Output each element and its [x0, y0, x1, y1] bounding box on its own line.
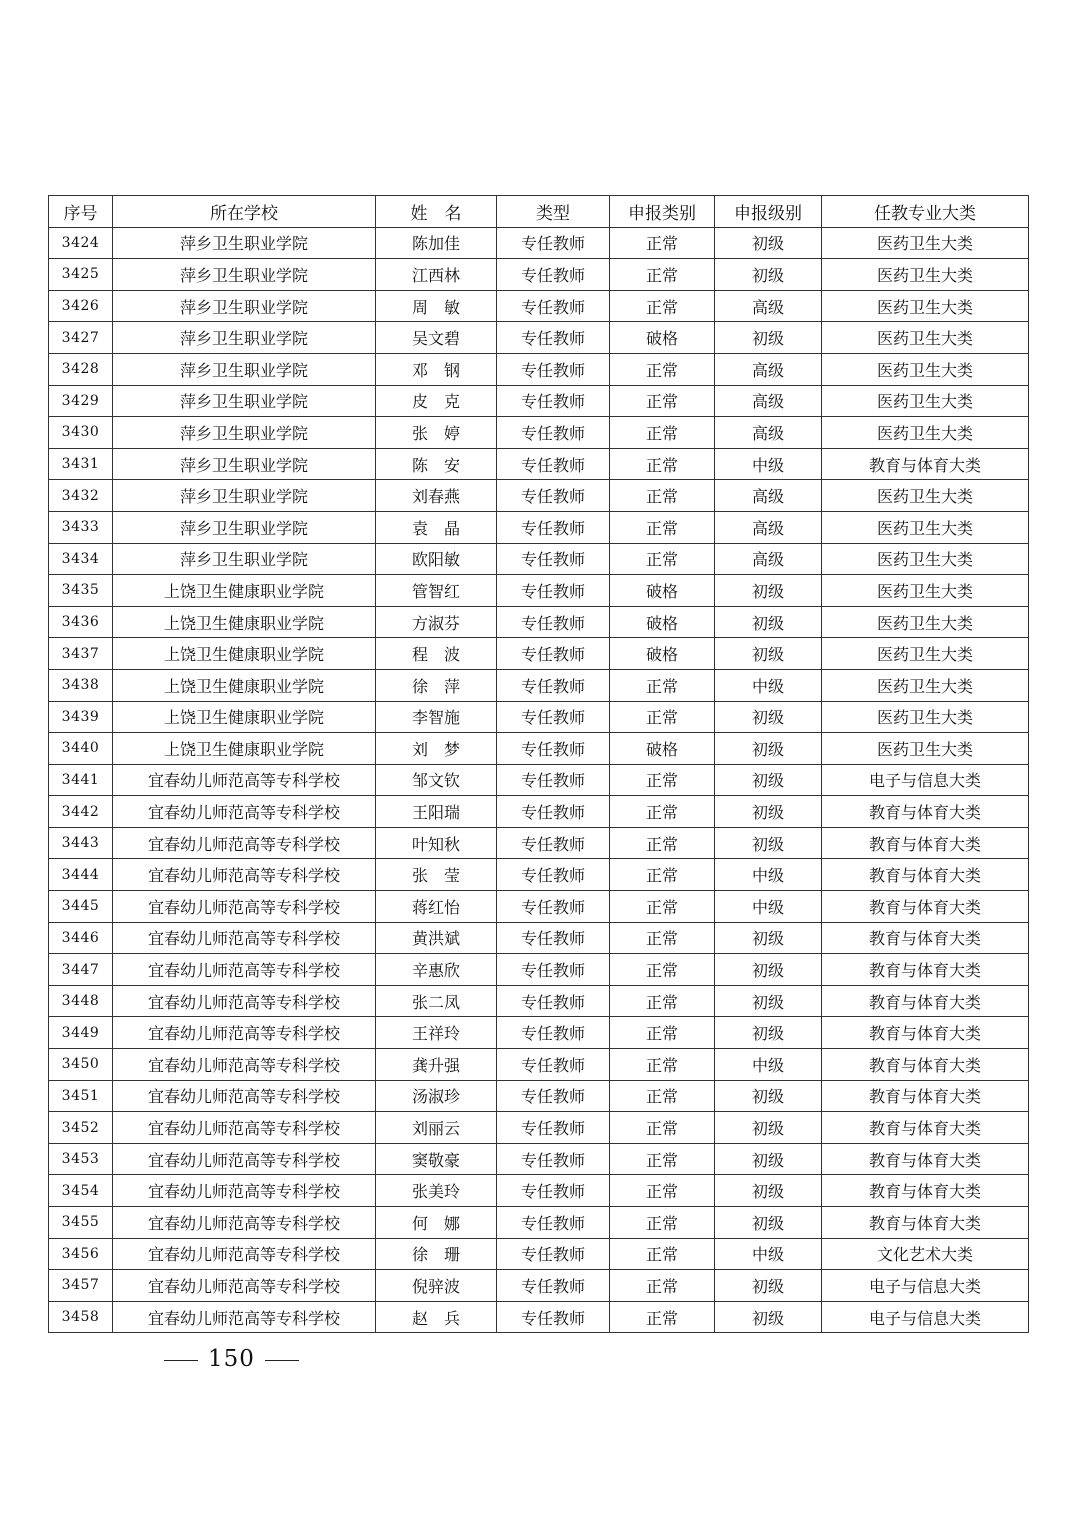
cell-level: 高级 — [715, 290, 822, 322]
cell-seq: 3441 — [49, 764, 113, 796]
table-row — [49, 733, 1029, 765]
table-row — [49, 985, 1029, 1017]
cell-school: 宜春幼儿师范高等专科学校 — [113, 1270, 376, 1302]
cell-seq: 3455 — [49, 1207, 113, 1239]
cell-level: 中级 — [715, 1238, 822, 1270]
cell-school: 萍乡卫生职业学院 — [113, 480, 376, 512]
header-type: 类型 — [497, 196, 610, 228]
cell-name: 吴文碧 — [376, 322, 497, 354]
table-row — [49, 1238, 1029, 1270]
table-row — [49, 480, 1029, 512]
cell-category: 正常 — [610, 796, 715, 828]
cell-category: 正常 — [610, 385, 715, 417]
cell-name: 汤淑珍 — [376, 1080, 497, 1112]
table-row — [49, 859, 1029, 891]
cell-seq: 3454 — [49, 1175, 113, 1207]
cell-name: 陈 安 — [376, 448, 497, 480]
cell-school: 萍乡卫生职业学院 — [113, 543, 376, 575]
cell-level: 初级 — [715, 1301, 822, 1333]
cell-major: 医药卫生大类 — [822, 353, 1029, 385]
cell-level: 中级 — [715, 669, 822, 701]
cell-major: 教育与体育大类 — [822, 922, 1029, 954]
cell-seq: 3438 — [49, 669, 113, 701]
cell-major: 教育与体育大类 — [822, 1080, 1029, 1112]
cell-level: 初级 — [715, 575, 822, 607]
cell-seq: 3433 — [49, 511, 113, 543]
cell-major: 医药卫生大类 — [822, 480, 1029, 512]
cell-major: 医药卫生大类 — [822, 259, 1029, 291]
cell-major: 电子与信息大类 — [822, 1270, 1029, 1302]
cell-school: 宜春幼儿师范高等专科学校 — [113, 954, 376, 986]
cell-type: 专任教师 — [497, 480, 610, 512]
cell-name: 徐 珊 — [376, 1238, 497, 1270]
table-row — [49, 290, 1029, 322]
cell-seq: 3439 — [49, 701, 113, 733]
cell-seq: 3427 — [49, 322, 113, 354]
cell-name: 陈加佳 — [376, 227, 497, 259]
cell-school: 萍乡卫生职业学院 — [113, 417, 376, 449]
cell-category: 正常 — [610, 1017, 715, 1049]
cell-type: 专任教师 — [497, 638, 610, 670]
cell-seq: 3436 — [49, 606, 113, 638]
cell-name: 袁 晶 — [376, 511, 497, 543]
cell-school: 宜春幼儿师范高等专科学校 — [113, 985, 376, 1017]
cell-type: 专任教师 — [497, 1301, 610, 1333]
page-number: 150 — [208, 1346, 255, 1372]
table-body — [49, 227, 1029, 1333]
cell-school: 宜春幼儿师范高等专科学校 — [113, 1238, 376, 1270]
cell-type: 专任教师 — [497, 417, 610, 449]
cell-level: 中级 — [715, 891, 822, 923]
cell-level: 高级 — [715, 417, 822, 449]
table-row — [49, 606, 1029, 638]
cell-seq: 3443 — [49, 827, 113, 859]
cell-level: 高级 — [715, 511, 822, 543]
cell-major: 医药卫生大类 — [822, 669, 1029, 701]
cell-seq: 3451 — [49, 1080, 113, 1112]
cell-type: 专任教师 — [497, 1238, 610, 1270]
cell-category: 正常 — [610, 1143, 715, 1175]
cell-major: 电子与信息大类 — [822, 764, 1029, 796]
cell-school: 萍乡卫生职业学院 — [113, 259, 376, 291]
cell-category: 正常 — [610, 827, 715, 859]
cell-level: 中级 — [715, 448, 822, 480]
cell-school: 上饶卫生健康职业学院 — [113, 733, 376, 765]
cell-category: 正常 — [610, 1207, 715, 1239]
cell-type: 专任教师 — [497, 701, 610, 733]
cell-major: 教育与体育大类 — [822, 891, 1029, 923]
cell-school: 上饶卫生健康职业学院 — [113, 701, 376, 733]
table-row — [49, 543, 1029, 575]
cell-type: 专任教师 — [497, 891, 610, 923]
table-row — [49, 1143, 1029, 1175]
cell-category: 正常 — [610, 701, 715, 733]
cell-name: 刘 梦 — [376, 733, 497, 765]
cell-category: 正常 — [610, 1270, 715, 1302]
table-row — [49, 448, 1029, 480]
cell-name: 何 娜 — [376, 1207, 497, 1239]
cell-major: 教育与体育大类 — [822, 954, 1029, 986]
cell-school: 宜春幼儿师范高等专科学校 — [113, 827, 376, 859]
cell-name: 方淑芬 — [376, 606, 497, 638]
cell-seq: 3453 — [49, 1143, 113, 1175]
cell-name: 徐 萍 — [376, 669, 497, 701]
table-row — [49, 1301, 1029, 1333]
cell-school: 上饶卫生健康职业学院 — [113, 669, 376, 701]
cell-seq: 3450 — [49, 1049, 113, 1081]
table-row — [49, 1049, 1029, 1081]
cell-category: 破格 — [610, 606, 715, 638]
cell-major: 教育与体育大类 — [822, 827, 1029, 859]
cell-name: 叶知秋 — [376, 827, 497, 859]
cell-category: 正常 — [610, 227, 715, 259]
cell-level: 初级 — [715, 1080, 822, 1112]
cell-category: 正常 — [610, 259, 715, 291]
cell-type: 专任教师 — [497, 669, 610, 701]
table-row — [49, 701, 1029, 733]
cell-level: 初级 — [715, 701, 822, 733]
cell-seq: 3452 — [49, 1112, 113, 1144]
cell-school: 宜春幼儿师范高等专科学校 — [113, 796, 376, 828]
cell-level: 初级 — [715, 764, 822, 796]
cell-type: 专任教师 — [497, 1207, 610, 1239]
cell-seq: 3426 — [49, 290, 113, 322]
cell-category: 正常 — [610, 1175, 715, 1207]
cell-level: 中级 — [715, 1049, 822, 1081]
cell-type: 专任教师 — [497, 259, 610, 291]
cell-major: 教育与体育大类 — [822, 1207, 1029, 1239]
cell-name: 刘春燕 — [376, 480, 497, 512]
cell-seq: 3430 — [49, 417, 113, 449]
cell-category: 正常 — [610, 353, 715, 385]
cell-name: 皮 克 — [376, 385, 497, 417]
cell-category: 正常 — [610, 290, 715, 322]
table-row — [49, 322, 1029, 354]
cell-level: 初级 — [715, 985, 822, 1017]
cell-seq: 3432 — [49, 480, 113, 512]
cell-name: 黄洪斌 — [376, 922, 497, 954]
cell-category: 破格 — [610, 638, 715, 670]
cell-name: 王阳瑞 — [376, 796, 497, 828]
cell-major: 教育与体育大类 — [822, 859, 1029, 891]
cell-category: 正常 — [610, 543, 715, 575]
cell-category: 正常 — [610, 1301, 715, 1333]
cell-school: 宜春幼儿师范高等专科学校 — [113, 859, 376, 891]
cell-type: 专任教师 — [497, 796, 610, 828]
cell-major: 教育与体育大类 — [822, 1112, 1029, 1144]
cell-major: 文化艺术大类 — [822, 1238, 1029, 1270]
cell-type: 专任教师 — [497, 985, 610, 1017]
cell-level: 初级 — [715, 827, 822, 859]
cell-major: 医药卫生大类 — [822, 575, 1029, 607]
cell-type: 专任教师 — [497, 827, 610, 859]
page-number-footer — [154, 1346, 309, 1372]
cell-school: 萍乡卫生职业学院 — [113, 511, 376, 543]
cell-school: 萍乡卫生职业学院 — [113, 290, 376, 322]
cell-level: 初级 — [715, 1207, 822, 1239]
cell-level: 初级 — [715, 1270, 822, 1302]
cell-name: 倪骍波 — [376, 1270, 497, 1302]
cell-level: 初级 — [715, 227, 822, 259]
cell-category: 正常 — [610, 1080, 715, 1112]
cell-major: 教育与体育大类 — [822, 1017, 1029, 1049]
cell-category: 正常 — [610, 480, 715, 512]
cell-level: 初级 — [715, 1143, 822, 1175]
table-row — [49, 353, 1029, 385]
cell-major: 医药卫生大类 — [822, 417, 1029, 449]
cell-type: 专任教师 — [497, 954, 610, 986]
cell-major: 教育与体育大类 — [822, 1175, 1029, 1207]
cell-school: 上饶卫生健康职业学院 — [113, 638, 376, 670]
cell-level: 初级 — [715, 922, 822, 954]
cell-category: 破格 — [610, 575, 715, 607]
cell-seq: 3448 — [49, 985, 113, 1017]
table-row — [49, 764, 1029, 796]
cell-major: 医药卫生大类 — [822, 701, 1029, 733]
table-row — [49, 1080, 1029, 1112]
cell-category: 破格 — [610, 733, 715, 765]
cell-level: 高级 — [715, 480, 822, 512]
cell-type: 专任教师 — [497, 1175, 610, 1207]
cell-type: 专任教师 — [497, 575, 610, 607]
cell-seq: 3425 — [49, 259, 113, 291]
cell-major: 教育与体育大类 — [822, 1049, 1029, 1081]
cell-type: 专任教师 — [497, 922, 610, 954]
cell-major: 医药卫生大类 — [822, 385, 1029, 417]
cell-school: 宜春幼儿师范高等专科学校 — [113, 922, 376, 954]
cell-major: 医药卫生大类 — [822, 511, 1029, 543]
cell-level: 中级 — [715, 859, 822, 891]
cell-name: 管智红 — [376, 575, 497, 607]
header-category: 申报类别 — [610, 196, 715, 228]
cell-category: 正常 — [610, 448, 715, 480]
cell-type: 专任教师 — [497, 1017, 610, 1049]
table-row — [49, 417, 1029, 449]
cell-seq: 3458 — [49, 1301, 113, 1333]
cell-type: 专任教师 — [497, 543, 610, 575]
cell-major: 教育与体育大类 — [822, 985, 1029, 1017]
cell-major: 医药卫生大类 — [822, 543, 1029, 575]
cell-school: 萍乡卫生职业学院 — [113, 385, 376, 417]
cell-seq: 3434 — [49, 543, 113, 575]
table-row — [49, 796, 1029, 828]
teacher-list-table — [48, 195, 1029, 1333]
cell-major: 教育与体育大类 — [822, 1143, 1029, 1175]
cell-major: 医药卫生大类 — [822, 733, 1029, 765]
table-row — [49, 669, 1029, 701]
header-major: 任教专业大类 — [822, 196, 1029, 228]
cell-level: 初级 — [715, 606, 822, 638]
cell-seq: 3446 — [49, 922, 113, 954]
cell-type: 专任教师 — [497, 385, 610, 417]
table-row — [49, 954, 1029, 986]
cell-name: 周 敏 — [376, 290, 497, 322]
table-row — [49, 1112, 1029, 1144]
cell-category: 正常 — [610, 1049, 715, 1081]
cell-type: 专任教师 — [497, 1080, 610, 1112]
cell-type: 专任教师 — [497, 733, 610, 765]
header-level: 申报级别 — [715, 196, 822, 228]
header-row — [49, 196, 1029, 228]
cell-school: 萍乡卫生职业学院 — [113, 353, 376, 385]
cell-level: 初级 — [715, 954, 822, 986]
cell-name: 李智施 — [376, 701, 497, 733]
cell-level: 初级 — [715, 733, 822, 765]
table-row — [49, 891, 1029, 923]
cell-name: 王祥玲 — [376, 1017, 497, 1049]
cell-type: 专任教师 — [497, 353, 610, 385]
cell-category: 正常 — [610, 764, 715, 796]
table-row — [49, 259, 1029, 291]
cell-level: 初级 — [715, 1175, 822, 1207]
cell-school: 上饶卫生健康职业学院 — [113, 575, 376, 607]
cell-seq: 3445 — [49, 891, 113, 923]
cell-school: 宜春幼儿师范高等专科学校 — [113, 1017, 376, 1049]
cell-name: 赵 兵 — [376, 1301, 497, 1333]
table-row — [49, 1017, 1029, 1049]
cell-seq: 3444 — [49, 859, 113, 891]
cell-seq: 3440 — [49, 733, 113, 765]
cell-school: 宜春幼儿师范高等专科学校 — [113, 891, 376, 923]
cell-type: 专任教师 — [497, 322, 610, 354]
cell-seq: 3429 — [49, 385, 113, 417]
cell-seq: 3431 — [49, 448, 113, 480]
cell-level: 高级 — [715, 353, 822, 385]
header-school: 所在学校 — [113, 196, 376, 228]
cell-type: 专任教师 — [497, 859, 610, 891]
cell-seq: 3442 — [49, 796, 113, 828]
cell-category: 正常 — [610, 417, 715, 449]
cell-type: 专任教师 — [497, 227, 610, 259]
cell-major: 教育与体育大类 — [822, 796, 1029, 828]
dash-left — [164, 1360, 198, 1361]
cell-type: 专任教师 — [497, 290, 610, 322]
cell-level: 初级 — [715, 322, 822, 354]
dash-right — [265, 1360, 299, 1361]
header-name: 姓 名 — [376, 196, 497, 228]
cell-school: 宜春幼儿师范高等专科学校 — [113, 1175, 376, 1207]
table-row — [49, 922, 1029, 954]
cell-seq: 3457 — [49, 1270, 113, 1302]
cell-type: 专任教师 — [497, 511, 610, 543]
cell-seq: 3447 — [49, 954, 113, 986]
cell-major: 医药卫生大类 — [822, 290, 1029, 322]
cell-category: 正常 — [610, 922, 715, 954]
table-row — [49, 1207, 1029, 1239]
cell-school: 宜春幼儿师范高等专科学校 — [113, 1207, 376, 1239]
cell-school: 宜春幼儿师范高等专科学校 — [113, 1301, 376, 1333]
cell-major: 医药卫生大类 — [822, 322, 1029, 354]
cell-school: 萍乡卫生职业学院 — [113, 448, 376, 480]
cell-name: 程 波 — [376, 638, 497, 670]
table-row — [49, 575, 1029, 607]
cell-major: 医药卫生大类 — [822, 606, 1029, 638]
cell-name: 张美玲 — [376, 1175, 497, 1207]
table-row — [49, 638, 1029, 670]
cell-type: 专任教师 — [497, 1270, 610, 1302]
cell-type: 专任教师 — [497, 606, 610, 638]
cell-name: 窦敬豪 — [376, 1143, 497, 1175]
cell-name: 欧阳敏 — [376, 543, 497, 575]
cell-name: 张二凤 — [376, 985, 497, 1017]
cell-seq: 3424 — [49, 227, 113, 259]
cell-level: 初级 — [715, 259, 822, 291]
cell-name: 刘丽云 — [376, 1112, 497, 1144]
cell-major: 医药卫生大类 — [822, 638, 1029, 670]
cell-seq: 3449 — [49, 1017, 113, 1049]
cell-level: 高级 — [715, 385, 822, 417]
cell-school: 宜春幼儿师范高等专科学校 — [113, 1112, 376, 1144]
cell-seq: 3428 — [49, 353, 113, 385]
cell-school: 宜春幼儿师范高等专科学校 — [113, 764, 376, 796]
cell-school: 宜春幼儿师范高等专科学校 — [113, 1143, 376, 1175]
cell-type: 专任教师 — [497, 1143, 610, 1175]
table-row — [49, 227, 1029, 259]
table-row — [49, 827, 1029, 859]
table-row — [49, 1175, 1029, 1207]
cell-name: 张 莹 — [376, 859, 497, 891]
cell-level: 高级 — [715, 543, 822, 575]
cell-category: 正常 — [610, 891, 715, 923]
cell-category: 正常 — [610, 859, 715, 891]
cell-type: 专任教师 — [497, 448, 610, 480]
cell-major: 医药卫生大类 — [822, 227, 1029, 259]
cell-category: 正常 — [610, 1238, 715, 1270]
cell-type: 专任教师 — [497, 1049, 610, 1081]
table-row — [49, 511, 1029, 543]
cell-category: 正常 — [610, 511, 715, 543]
cell-level: 初级 — [715, 1017, 822, 1049]
cell-name: 邹文钦 — [376, 764, 497, 796]
cell-major: 教育与体育大类 — [822, 448, 1029, 480]
cell-level: 初级 — [715, 1112, 822, 1144]
cell-school: 宜春幼儿师范高等专科学校 — [113, 1049, 376, 1081]
cell-school: 萍乡卫生职业学院 — [113, 322, 376, 354]
cell-name: 江西林 — [376, 259, 497, 291]
cell-type: 专任教师 — [497, 1112, 610, 1144]
cell-name: 邓 钢 — [376, 353, 497, 385]
cell-level: 初级 — [715, 796, 822, 828]
cell-school: 萍乡卫生职业学院 — [113, 227, 376, 259]
cell-category: 正常 — [610, 985, 715, 1017]
cell-category: 正常 — [610, 1112, 715, 1144]
cell-major: 电子与信息大类 — [822, 1301, 1029, 1333]
cell-name: 蒋红怡 — [376, 891, 497, 923]
table-row — [49, 1270, 1029, 1302]
cell-name: 龚升强 — [376, 1049, 497, 1081]
cell-school: 上饶卫生健康职业学院 — [113, 606, 376, 638]
cell-category: 正常 — [610, 669, 715, 701]
cell-category: 正常 — [610, 954, 715, 986]
cell-name: 张 婷 — [376, 417, 497, 449]
header-seq: 序号 — [49, 196, 113, 228]
cell-school: 宜春幼儿师范高等专科学校 — [113, 1080, 376, 1112]
cell-seq: 3456 — [49, 1238, 113, 1270]
cell-seq: 3435 — [49, 575, 113, 607]
cell-category: 破格 — [610, 322, 715, 354]
cell-level: 初级 — [715, 638, 822, 670]
cell-name: 辛惠欣 — [376, 954, 497, 986]
cell-type: 专任教师 — [497, 764, 610, 796]
cell-seq: 3437 — [49, 638, 113, 670]
table-row — [49, 385, 1029, 417]
